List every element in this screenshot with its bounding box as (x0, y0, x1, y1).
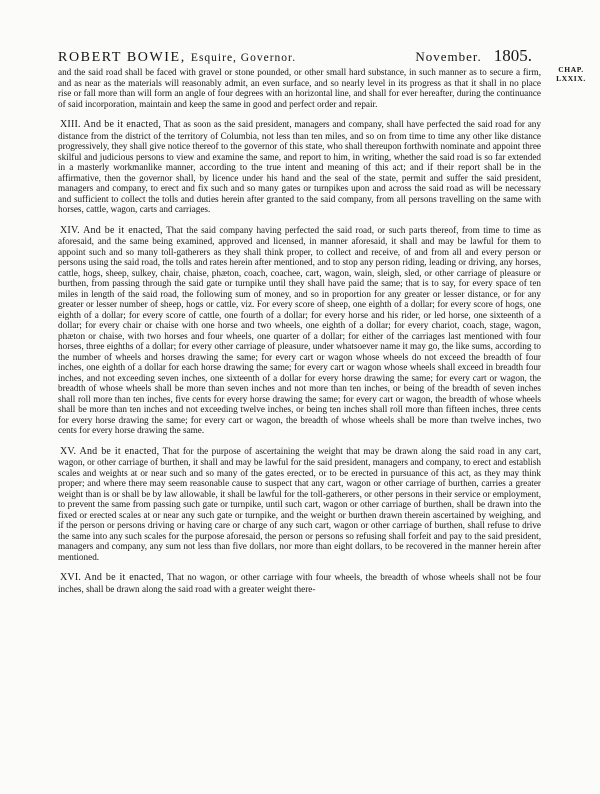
paragraph-text: That no wagon, or other carriage with four wheels, the breadth of whose wheels shall not be four inches, shall be drawn along the said road with a greater weight there- (58, 572, 541, 594)
section-lead: XV. And be it enacted, (60, 445, 160, 457)
header-month: November. (415, 49, 482, 64)
section-xiv (58, 225, 541, 436)
section-lead: XIV. And be it enacted, (60, 224, 163, 236)
header-year: 1805. (493, 46, 532, 65)
header-esquire: Esquire, Governor. (190, 52, 297, 64)
paragraph-text: That the said company having perfected the said road, or such parts thereof, from time to time as aforesaid, and the same being examined, approved and licensed, in manner aforesaid, it shall and may be lawful for them to appoint such and so many toll-gatherers as they shall think proper, to collect and receive, of and from all and every person or persons using the said road, the tolls and rates herein after mentioned, and to stop any person riding, leading or driving, any horses, cattle, hogs, sheep, sulkey, chair, chaise, phæton, coach, coachee, cart, wagon, wain, sleigh, sled, or other carriage of pleasure or burthen, from passing through the said gate or turnpike until they shall have paid the same; that is to say, for every space of ten miles in length of the said road, the following sum of money, and so in proportion for any greater or lesser distance, or for any greater or lesser number of sheep, hogs or cattle, viz. For every score of sheep, one eighth of a dollar; for every score of hogs, one eighth of a dollar; for every score of cattle, one fourth of a dollar; for every horse and his rider, or led horse, one sixteenth of a dollar; for every chair or chaise with one horse and two wheels, one eighth of a dollar; for every chariot, coach, stage, wagon, phæton or chaise, with two horses and four wheels, one quarter of a dollar; for either of the carriages last mentioned with four horses, three eighths of a dollar; for every other carriage of pleasure, under whatsoever name it may go, the like sums, according to the number of wheels and horses drawing the same; for every cart or wagon whose wheels do not exceed the breadth of four inches, one eighth of a dollar for each horse drawing the same; for every cart or wagon whose wheels shall exceed in breadth four inches, and not exceeding seven inches, one sixteenth of a dollar for every horse drawing the same; for every cart or wagon, the breadth of whose wheels shall be more than seven inches and not more than ten inches, or being of the breadth of seven inches shall roll more than ten inches, five cents for every horse drawing the same; for every cart or wagon, the breadth of whose wheels shall be more than ten inches and not exceeding twelve inches, or being ten inches shall roll more than fifteen inches, three cents for every horse drawing the same; for every cart or wagon, the breadth of whose wheels shall be more than twelve inches, two cents for every horse drawing the same. (58, 224, 541, 435)
chap-number: LXXIX. (556, 74, 586, 83)
section-xvi (58, 572, 541, 594)
section-lead: XIII. And be it enacted, (60, 119, 162, 130)
section-xiii (58, 119, 541, 215)
paragraph-text: That as soon as the said president, managers and company, shall have perfected the said road for any distance from the district of the territory of Columbia, not less than ten miles, and so on from time to time any other like distance progressively, they shall give notice thereof to the governor of this state, who shall thereupon forthwith nominate and appoint three skilful and judicious persons to view and examine the same, and report to him, in writing, whether the said road is so far extended in a masterly workmanlike manner, according to the true intent and meaning of this act; and if their report shall be in the affirmative, then the governor shall, by licence under his hand and the seal of the state, permit and suffer the said president, managers and company, to erect and fix such and so many gates or turnpikes upon and across the said road as will be necessary and sufficient to collect the tolls and duties herein after granted to the said company, from all persons travelling on the same with horses, cattle, wagon, carts and carriages. (58, 119, 541, 214)
paragraph-continuation (58, 67, 541, 109)
paragraph-text: and the said road shall be faced with gravel or stone pounded, or other small hard substance, in such manner as to secure a firm, and as near as the materials will reasonably admit, an even surface, and so nearly level in its progress as that it shall in no place rise or fall more than will form an angle of four degrees with an horizontal line, and shall for ever hereafter, during the continuance of said incorporation, maintain and keep the same in good and perfect order and repair. (58, 67, 541, 109)
chap-label: CHAP. (558, 65, 584, 74)
running-header (58, 44, 532, 66)
section-lead: XVI. And be it enacted, (60, 572, 164, 583)
header-governor (58, 50, 296, 66)
paragraph-text: That for the purpose of ascertaining the weight that may be drawn along the said road in any cart, wagon, or other carriage of burthen, it shall and may be lawful for the said president, managers and company, to erect and establish scales and weights at or near such and so many of the gates erected, or to be erected in pursuance of this act, as they may think proper; and where there may seem reasonable cause to suspect that any cart, wagon or other carriage of burthen, carries a greater weight than is or shall be by law allowable, it shall be lawful for the toll-gatherers, or other persons in their service or employment, to prevent the same from passing such gate or turnpike, until such cart, wagon or other carriage of burthen, shall be drawn into the fixed or erected scales at or near any such gate or turnpike, and the weight or burthen drawn therein ascertained by weighing, and if the person or persons driving or having care or charge of any such cart, wagon or other carriage of burthen, shall refuse to drive the same into any such scales for the purpose aforesaid, the person or persons so refusing shall forfeit and pay to the said president, managers and company, any sum not less than five dollars, nor more than eight dollars, to be recovered in the manner herein after mentioned. (58, 445, 541, 562)
header-date (415, 46, 532, 66)
section-xv (58, 446, 541, 563)
chapter-margin-note (548, 65, 594, 83)
header-governor-name: ROBERT BOWIE, (58, 50, 186, 65)
document-body (58, 67, 541, 594)
